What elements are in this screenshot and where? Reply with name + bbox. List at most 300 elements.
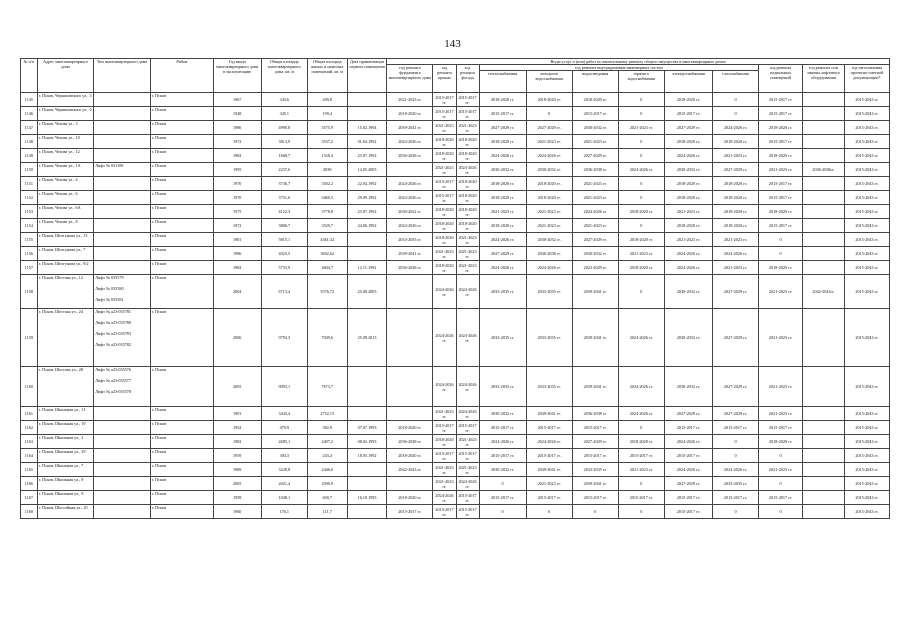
cell-living-area: 3529,7: [307, 219, 347, 233]
cell-gas: 2018-2020 гг.: [712, 135, 758, 149]
cell-gas: 2018-2020 гг.: [712, 177, 758, 191]
cell-privatization: 24.06.1992: [347, 219, 387, 233]
cell-type: [94, 477, 151, 491]
cell-total-area: 2021,4: [261, 477, 307, 491]
cell-foundation: 2039-2041 гг.: [387, 247, 433, 261]
cell-psd: 2015-2043 гг.: [844, 477, 889, 491]
cell-privatization: 16.10.1995: [347, 491, 387, 505]
cell-year: 1970: [213, 191, 261, 205]
cell-electricity: 2015-2017 гг.: [664, 449, 712, 463]
cell-facade: 2018-2020 гг.: [456, 177, 479, 191]
cell-roof: 2018-2020 гг.: [433, 149, 456, 163]
cell-heating: 2027-2029 гг.: [479, 121, 526, 135]
cell-sewerage: 2039-2041 гг.: [572, 367, 618, 407]
cell-psd: 2015-2043 гг.: [844, 177, 889, 191]
cell-year: 1972: [213, 219, 261, 233]
cell-hot-water: 2015-2017 гг.: [618, 449, 664, 463]
cell-psd: 2015-2043 гг.: [844, 121, 889, 135]
cell-heating: 2030-2032 гг.: [479, 463, 526, 477]
cell-roof: 2015-2017 гг.: [433, 191, 456, 205]
cell-basement: 2015-2017 гг.: [759, 135, 803, 149]
cell-cold-water: 2018-2020 гг.: [526, 93, 572, 107]
cell-facade: 2021-2023 гг.: [456, 435, 479, 449]
cell-address: г. Псков, Школьная ул., 9: [37, 491, 94, 505]
cell-basement: 2021-2023 гг.: [759, 309, 803, 367]
cell-roof: 2018-2020 гг.: [433, 233, 456, 247]
cell-heating: 2033-2035 гг.: [479, 309, 526, 367]
table-row: [21, 309, 890, 367]
table-body: [21, 93, 890, 519]
cell-district: г. Псков: [150, 163, 213, 177]
cell-year: 1986: [213, 247, 261, 261]
cell-foundation: 2018-2020 гг.: [387, 107, 433, 121]
cell-roof: 2018-2020 гг.: [433, 135, 456, 149]
cell-elevator: [803, 233, 845, 247]
elevator-id: Лифт № а23-035577: [95, 378, 131, 384]
table-header: [21, 59, 890, 93]
cell-foundation: 2036-2038 гг.: [387, 261, 433, 275]
cell-electricity: 2027-2029 гг.: [664, 121, 712, 135]
cell-heating: 0: [479, 505, 526, 519]
cell-living-area: 2446,6: [307, 463, 347, 477]
cell-sewerage: 2027-2029 гг.: [572, 435, 618, 449]
cell-address: г. Псков, Шелгунова ул., 13: [37, 233, 94, 247]
cell-psd: 2015-2043 гг.: [844, 149, 889, 163]
cell-sewerage: 2021-2023 гг.: [572, 135, 618, 149]
cell-roof: 2024-2026 гг.: [433, 309, 456, 367]
table-row: [21, 93, 890, 107]
cell-type: [94, 505, 151, 519]
header-district: Район: [150, 59, 213, 93]
cell-foundation: 2030-2032 гг.: [387, 205, 433, 219]
cell-basement: 2018-2020 гг.: [759, 205, 803, 219]
cell-gas: 2018-2020 гг.: [712, 205, 758, 219]
cell-psd: 2015-2043 гг.: [844, 93, 889, 107]
cell-basement: 2018-2020 гг.: [759, 261, 803, 275]
cell-district: г. Псков: [150, 261, 213, 275]
cell-sewerage: 2015-2017 гг.: [572, 421, 618, 435]
cell-district: г. Псков: [150, 191, 213, 205]
cell-roof: 2021-2023 гг.: [433, 247, 456, 261]
cell-hot-water: 2024-2026 гг.: [618, 309, 664, 367]
header-foundation: год ремонта фундамента многоквартирного дома: [387, 65, 433, 93]
cell-num: 1152: [21, 191, 38, 205]
cell-basement: 0: [759, 505, 803, 519]
cell-sewerage: 2027-2029 гг.: [572, 233, 618, 247]
cell-elevator: [803, 309, 845, 367]
cell-num: 1168: [21, 505, 38, 519]
cell-sewerage: 2015-2017 гг.: [572, 449, 618, 463]
header-psd: год изготовления проектно-сметной документации*: [844, 65, 889, 93]
cell-hot-water: 2024-2026 гг.: [618, 163, 664, 177]
cell-num: 1158: [21, 275, 38, 309]
cell-sewerage: 2018-2020 гг.: [572, 93, 618, 107]
cell-sewerage: 2036-2038 гг.: [572, 407, 618, 421]
cell-total-area: 345,1: [261, 107, 307, 121]
cell-year: 2004: [213, 275, 261, 309]
cell-num: 1163: [21, 435, 38, 449]
cell-basement: 0: [759, 477, 803, 491]
cell-psd: 2015-2043 гг.: [844, 135, 889, 149]
cell-cold-water: 2018-2020 гг.: [526, 191, 572, 205]
cell-psd: 2015-2043 гг.: [844, 191, 889, 205]
cell-elevator: [803, 135, 845, 149]
cell-basement: 2021-2023 гг.: [759, 275, 803, 309]
cell-foundation: 2024-2026 гг.: [387, 135, 433, 149]
cell-electricity: 2030-2032 гг.: [664, 309, 712, 367]
cell-psd: 2015-2043 гг.: [844, 407, 889, 421]
cell-privatization: [347, 407, 387, 421]
cell-type: [94, 191, 151, 205]
cell-num: 1160: [21, 367, 38, 407]
table-row: [21, 463, 890, 477]
cell-total-area: 6713,4: [261, 275, 307, 309]
cell-gas: 2018-2020 гг.: [712, 191, 758, 205]
cell-type: [94, 93, 151, 107]
cell-hot-water: 2018-2020 гг.: [618, 205, 664, 219]
cell-facade: 2015-2017 гг.: [456, 505, 479, 519]
cell-elevator: [803, 177, 845, 191]
cell-living-area: 7949,6: [307, 309, 347, 367]
cell-address: г. Псков, Школьная ул., 7: [37, 463, 94, 477]
header-address: Адрес многоквартирного дома: [37, 59, 94, 93]
header-privatization: Дата приватизации первого помещения: [347, 59, 387, 93]
cell-total-area: 479,9: [261, 421, 307, 435]
cell-electricity: 2018-2020 гг.: [664, 177, 712, 191]
cell-sewerage: 0: [572, 505, 618, 519]
cell-hot-water: 2018-2020 гг.: [618, 261, 664, 275]
cell-foundation: 2036-2038 гг.: [387, 435, 433, 449]
cell-privatization: 23.07.1992: [347, 149, 387, 163]
table-row: [21, 421, 890, 435]
cell-facade: 2018-2020 гг.: [456, 191, 479, 205]
cell-basement: 0: [759, 247, 803, 261]
cell-privatization: [347, 463, 387, 477]
cell-elevator: 2036-2038гг.: [803, 163, 845, 177]
cell-district: г. Псков: [150, 449, 213, 463]
elevator-id: Лифт № а23-035780: [95, 320, 131, 326]
cell-total-area: 3443,4: [261, 407, 307, 421]
cell-gas: 2018-2020 гг.: [712, 219, 758, 233]
cell-address: г. Псков, Чехова ул., 6: [37, 191, 94, 205]
header-total-area: Общая площадь многоквартирного дома, кв. м: [261, 59, 307, 93]
cell-living-area: 2752,15: [307, 407, 347, 421]
header-roof: год ремонта крыши: [433, 65, 456, 93]
cell-living-area: 3778,8: [307, 205, 347, 219]
header-hot-water: горячего водоснабжения: [618, 71, 664, 93]
cell-address: г. Псков, Шоссейная ул., 25: [37, 505, 94, 519]
cell-electricity: 2015-2017 гг.: [664, 107, 712, 121]
cell-gas: 2021-2023 гг.: [712, 149, 758, 163]
cell-cold-water: 2021-2023 гг.: [526, 135, 572, 149]
cell-type: [94, 107, 151, 121]
cell-elevator: [803, 477, 845, 491]
cell-basement: 2018-2020 гг.: [759, 121, 803, 135]
cell-address: г. Псков, Черняховского ул., 3: [37, 93, 94, 107]
cell-living-area: 2407,2: [307, 435, 347, 449]
cell-hot-water: 0: [618, 149, 664, 163]
cell-heating: 2015-2017 гг.: [479, 491, 526, 505]
cell-basement: 2018-2020 гг.: [759, 149, 803, 163]
cell-district: г. Псков: [150, 275, 213, 309]
cell-num: 1150: [21, 163, 38, 177]
cell-foundation: 2024-2026 гг.: [387, 177, 433, 191]
cell-sewerage: 2015-2017 гг.: [572, 107, 618, 121]
cell-cold-water: 2033-2035 гг.: [526, 309, 572, 367]
cell-living-area: 3502,2: [307, 177, 347, 191]
cell-type: [94, 135, 151, 149]
header-elevator: год ремонта или замены лифтового оборудования: [803, 65, 845, 93]
cell-privatization: 18.05.1992: [347, 449, 387, 463]
cell-year: 1958: [213, 491, 261, 505]
table-row: [21, 163, 890, 177]
cell-gas: 0: [712, 435, 758, 449]
cell-roof: 2018-2020 гг.: [433, 261, 456, 275]
elevator-id: Лифт № а23-035578: [95, 389, 131, 395]
cell-roof: 2021-2023 гг.: [433, 121, 456, 135]
cell-total-area: 176,1: [261, 505, 307, 519]
cell-address: г. Псков, Чехова ул., 3: [37, 121, 94, 135]
table-row: [21, 135, 890, 149]
cell-sewerage: 2021-2023 гг.: [572, 191, 618, 205]
cell-type: [94, 435, 151, 449]
cell-sewerage: 2015-2017 гг.: [572, 491, 618, 505]
cell-elevator: [803, 205, 845, 219]
cell-gas: 2027-2029 гг.: [712, 407, 758, 421]
cell-electricity: 2024-2026 гг.: [664, 435, 712, 449]
cell-privatization: 15.02.1994: [347, 121, 387, 135]
cell-total-area: 1048,1: [261, 491, 307, 505]
cell-basement: 0: [759, 449, 803, 463]
elevator-id: Лифт № 035580: [95, 286, 124, 292]
cell-foundation: 2033-2035 гг.: [387, 233, 433, 247]
cell-heating: 2015-2017 гг.: [479, 421, 526, 435]
table-row: [21, 261, 890, 275]
table-row: [21, 491, 890, 505]
cell-living-area: 3692,62: [307, 247, 347, 261]
cell-year: 1981: [213, 233, 261, 247]
cell-electricity: 2018-2020 гг.: [664, 93, 712, 107]
cell-heating: 2018-2020 гг.: [479, 219, 526, 233]
cell-num: 1156: [21, 247, 38, 261]
cell-basement: 0: [759, 233, 803, 247]
cell-num: 1154: [21, 219, 38, 233]
cell-district: г. Псков: [150, 121, 213, 135]
cell-psd: 2015-2043 гг.: [844, 435, 889, 449]
cell-gas: 2027-2029 гг.: [712, 275, 758, 309]
cell-cold-water: 2018-2020 гг.: [526, 177, 572, 191]
cell-district: г. Псков: [150, 205, 213, 219]
cell-gas: 2027-2029 гг.: [712, 163, 758, 177]
cell-sewerage: 2039-2041 гг.: [572, 477, 618, 491]
cell-psd: 2015-2043 гг.: [844, 367, 889, 407]
cell-foundation: 2036-2038 гг.: [387, 149, 433, 163]
cell-privatization: 23.07.1992: [347, 205, 387, 219]
cell-hot-water: 2018-2020 гг.: [618, 233, 664, 247]
cell-year: 1995: [213, 163, 261, 177]
cell-elevator: [803, 149, 845, 163]
cell-total-area: 4990,8: [261, 121, 307, 135]
cell-cold-water: 0: [526, 107, 572, 121]
page-number: 143: [444, 38, 461, 50]
cell-sewerage: 2023-2029 гг.: [572, 261, 618, 275]
cell-total-area: 2237,6: [261, 163, 307, 177]
cell-elevator: [803, 219, 845, 233]
cell-basement: 2015-2017 гг.: [759, 491, 803, 505]
cell-type: [94, 309, 151, 367]
header-living-area: Общая площадь жилых и нежилых помещений, кв. м: [307, 59, 347, 93]
cell-electricity: 2018-2020 гг.: [664, 135, 712, 149]
cell-cold-water: 2015-2017 гг.: [526, 491, 572, 505]
cell-year: 1986: [213, 121, 261, 135]
cell-district: г. Псков: [150, 135, 213, 149]
cell-facade: 2015-2017 гг.: [456, 449, 479, 463]
cell-roof: 2018-2020 гг.: [433, 435, 456, 449]
cell-num: 1146: [21, 107, 38, 121]
cell-gas: 0: [712, 449, 758, 463]
cell-total-area: 4923,5: [261, 247, 307, 261]
cell-hot-water: 2024-2026 гг.: [618, 407, 664, 421]
table-row: [21, 247, 890, 261]
cell-privatization: 01.04.1992: [347, 135, 387, 149]
cell-electricity: 2027-2029 гг.: [664, 407, 712, 421]
cell-facade: 2021-2023 гг.: [456, 463, 479, 477]
cell-privatization: 25.08.2005: [347, 275, 387, 309]
cell-basement: 2021-2023 гг.: [759, 163, 803, 177]
table-row: [21, 219, 890, 233]
elevator-id: Лифт № а23-035576: [95, 367, 131, 373]
cell-foundation: 2018-2020 гг.: [387, 491, 433, 505]
cell-total-area: 3813,9: [261, 135, 307, 149]
cell-heating: 2024-2026 гг.: [479, 435, 526, 449]
cell-hot-water: 0: [618, 135, 664, 149]
cell-electricity: 2024-2026 гг.: [664, 149, 712, 163]
header-gas: газоснабжения: [712, 71, 758, 93]
cell-address: г. Псков, Черняховского ул., 6: [37, 107, 94, 121]
cell-num: 1151: [21, 177, 38, 191]
cell-foundation: 2021-2023 гг.: [387, 93, 433, 107]
cell-gas: 0: [712, 93, 758, 107]
cell-privatization: [347, 477, 387, 491]
cell-type: [94, 247, 151, 261]
table-row: [21, 407, 890, 421]
cell-heating: 2018-2020 гг.: [479, 135, 526, 149]
cell-sewerage: 2036-2038 гг.: [572, 163, 618, 177]
cell-hot-water: 0: [618, 477, 664, 491]
cell-elevator: [803, 367, 845, 407]
cell-living-area: 209,8: [307, 93, 347, 107]
cell-foundation: 2018-2020 гг.: [387, 421, 433, 435]
cell-privatization: [347, 247, 387, 261]
cell-elevator: [803, 407, 845, 421]
cell-hot-water: 0: [618, 275, 664, 309]
elevator-id: Лифт № а23-035782: [95, 342, 131, 348]
cell-elevator: [803, 435, 845, 449]
cell-basement: 2021-2023 гг.: [759, 407, 803, 421]
cell-district: г. Псков: [150, 309, 213, 367]
cell-cold-water: 2021-2023 гг.: [526, 205, 572, 219]
cell-address: г. Псков, Чехова ул., 4: [37, 177, 94, 191]
cell-gas: 0: [712, 107, 758, 121]
cell-roof: 2015-2017 гг.: [433, 505, 456, 519]
cell-foundation: [387, 309, 433, 367]
table-row: [21, 121, 890, 135]
cell-privatization: [347, 505, 387, 519]
cell-roof: 2024-2026 гг.: [433, 491, 456, 505]
cell-type: [94, 407, 151, 421]
cell-hot-water: 0: [618, 219, 664, 233]
cell-total-area: 5755,9: [261, 261, 307, 275]
cell-privatization: 08.02.1993: [347, 435, 387, 449]
cell-elevator: [803, 505, 845, 519]
cell-elevator: [803, 463, 845, 477]
cell-living-area: 199,4: [307, 107, 347, 121]
cell-gas: 2021-2023 гг.: [712, 261, 758, 275]
cell-elevator: [803, 107, 845, 121]
cell-heating: 2015-2017 гг.: [479, 107, 526, 121]
cell-district: г. Псков: [150, 177, 213, 191]
cell-year: 1982: [213, 435, 261, 449]
cell-electricity: 2030-2032 гг.: [664, 163, 712, 177]
cell-facade: 2024-2026 гг.: [456, 309, 479, 367]
cell-facade: 2018-2020 гг.: [456, 205, 479, 219]
cell-gas: 0: [712, 505, 758, 519]
cell-elevator: [803, 247, 845, 261]
cell-hot-water: 2021-2023 гг.: [618, 463, 664, 477]
cell-year: 1975: [213, 205, 261, 219]
cell-year: 2006: [213, 309, 261, 367]
cell-num: 1145: [21, 93, 38, 107]
cell-hot-water: 0: [618, 421, 664, 435]
header-engineering: год ремонта внутридомовых инженерных систем: [479, 65, 759, 71]
cell-num: 1165: [21, 463, 38, 477]
cell-address: г. Псков, Шелгунова ул., 9/2: [37, 261, 94, 275]
cell-facade: 2024-2026 гг.: [456, 367, 479, 407]
cell-num: 1161: [21, 407, 38, 421]
elevator-id: Лифт № а23-035783: [95, 331, 131, 337]
cell-type: [94, 491, 151, 505]
cell-cold-water: 0: [526, 505, 572, 519]
cell-total-area: 5815,1: [261, 233, 307, 247]
cell-gas: 2024-2026 гг.: [712, 121, 758, 135]
cell-cold-water: 2030-2032 гг.: [526, 233, 572, 247]
cell-facade: 2018-2020 гг.: [456, 135, 479, 149]
elevator-id: Лифт № 035579: [95, 275, 124, 281]
cell-address: г. Псков, Шелгунова ул., 7: [37, 247, 94, 261]
cell-year: 2005: [213, 477, 261, 491]
cell-num: 1149: [21, 149, 38, 163]
cell-district: г. Псков: [150, 407, 213, 421]
cell-heating: 2024-2026 гг.: [479, 149, 526, 163]
cell-address: г. Псков, Школьная ул., 19: [37, 421, 94, 435]
cell-basement: 2018-2020 гг.: [759, 435, 803, 449]
cell-sewerage: 2033-2035 гг.: [572, 463, 618, 477]
cell-gas: 2024-2026 гг.: [712, 247, 758, 261]
cell-foundation: [387, 163, 433, 177]
cell-facade: 2018-2020 гг.: [456, 219, 479, 233]
cell-electricity: 2015-2017 гг.: [664, 421, 712, 435]
cell-facade: 2024-2026 гг.: [456, 407, 479, 421]
cell-num: 1147: [21, 121, 38, 135]
cell-roof: 2015-2017 гг.: [433, 177, 456, 191]
cell-year: 1959: [213, 449, 261, 463]
cell-district: г. Псков: [150, 233, 213, 247]
table-row: [21, 367, 890, 407]
cell-facade: 2024-2026 гг.: [456, 275, 479, 309]
cell-elevator: 2042-2043гг.: [803, 275, 845, 309]
cell-privatization: 07.07.1993: [347, 421, 387, 435]
cell-type: [94, 421, 151, 435]
